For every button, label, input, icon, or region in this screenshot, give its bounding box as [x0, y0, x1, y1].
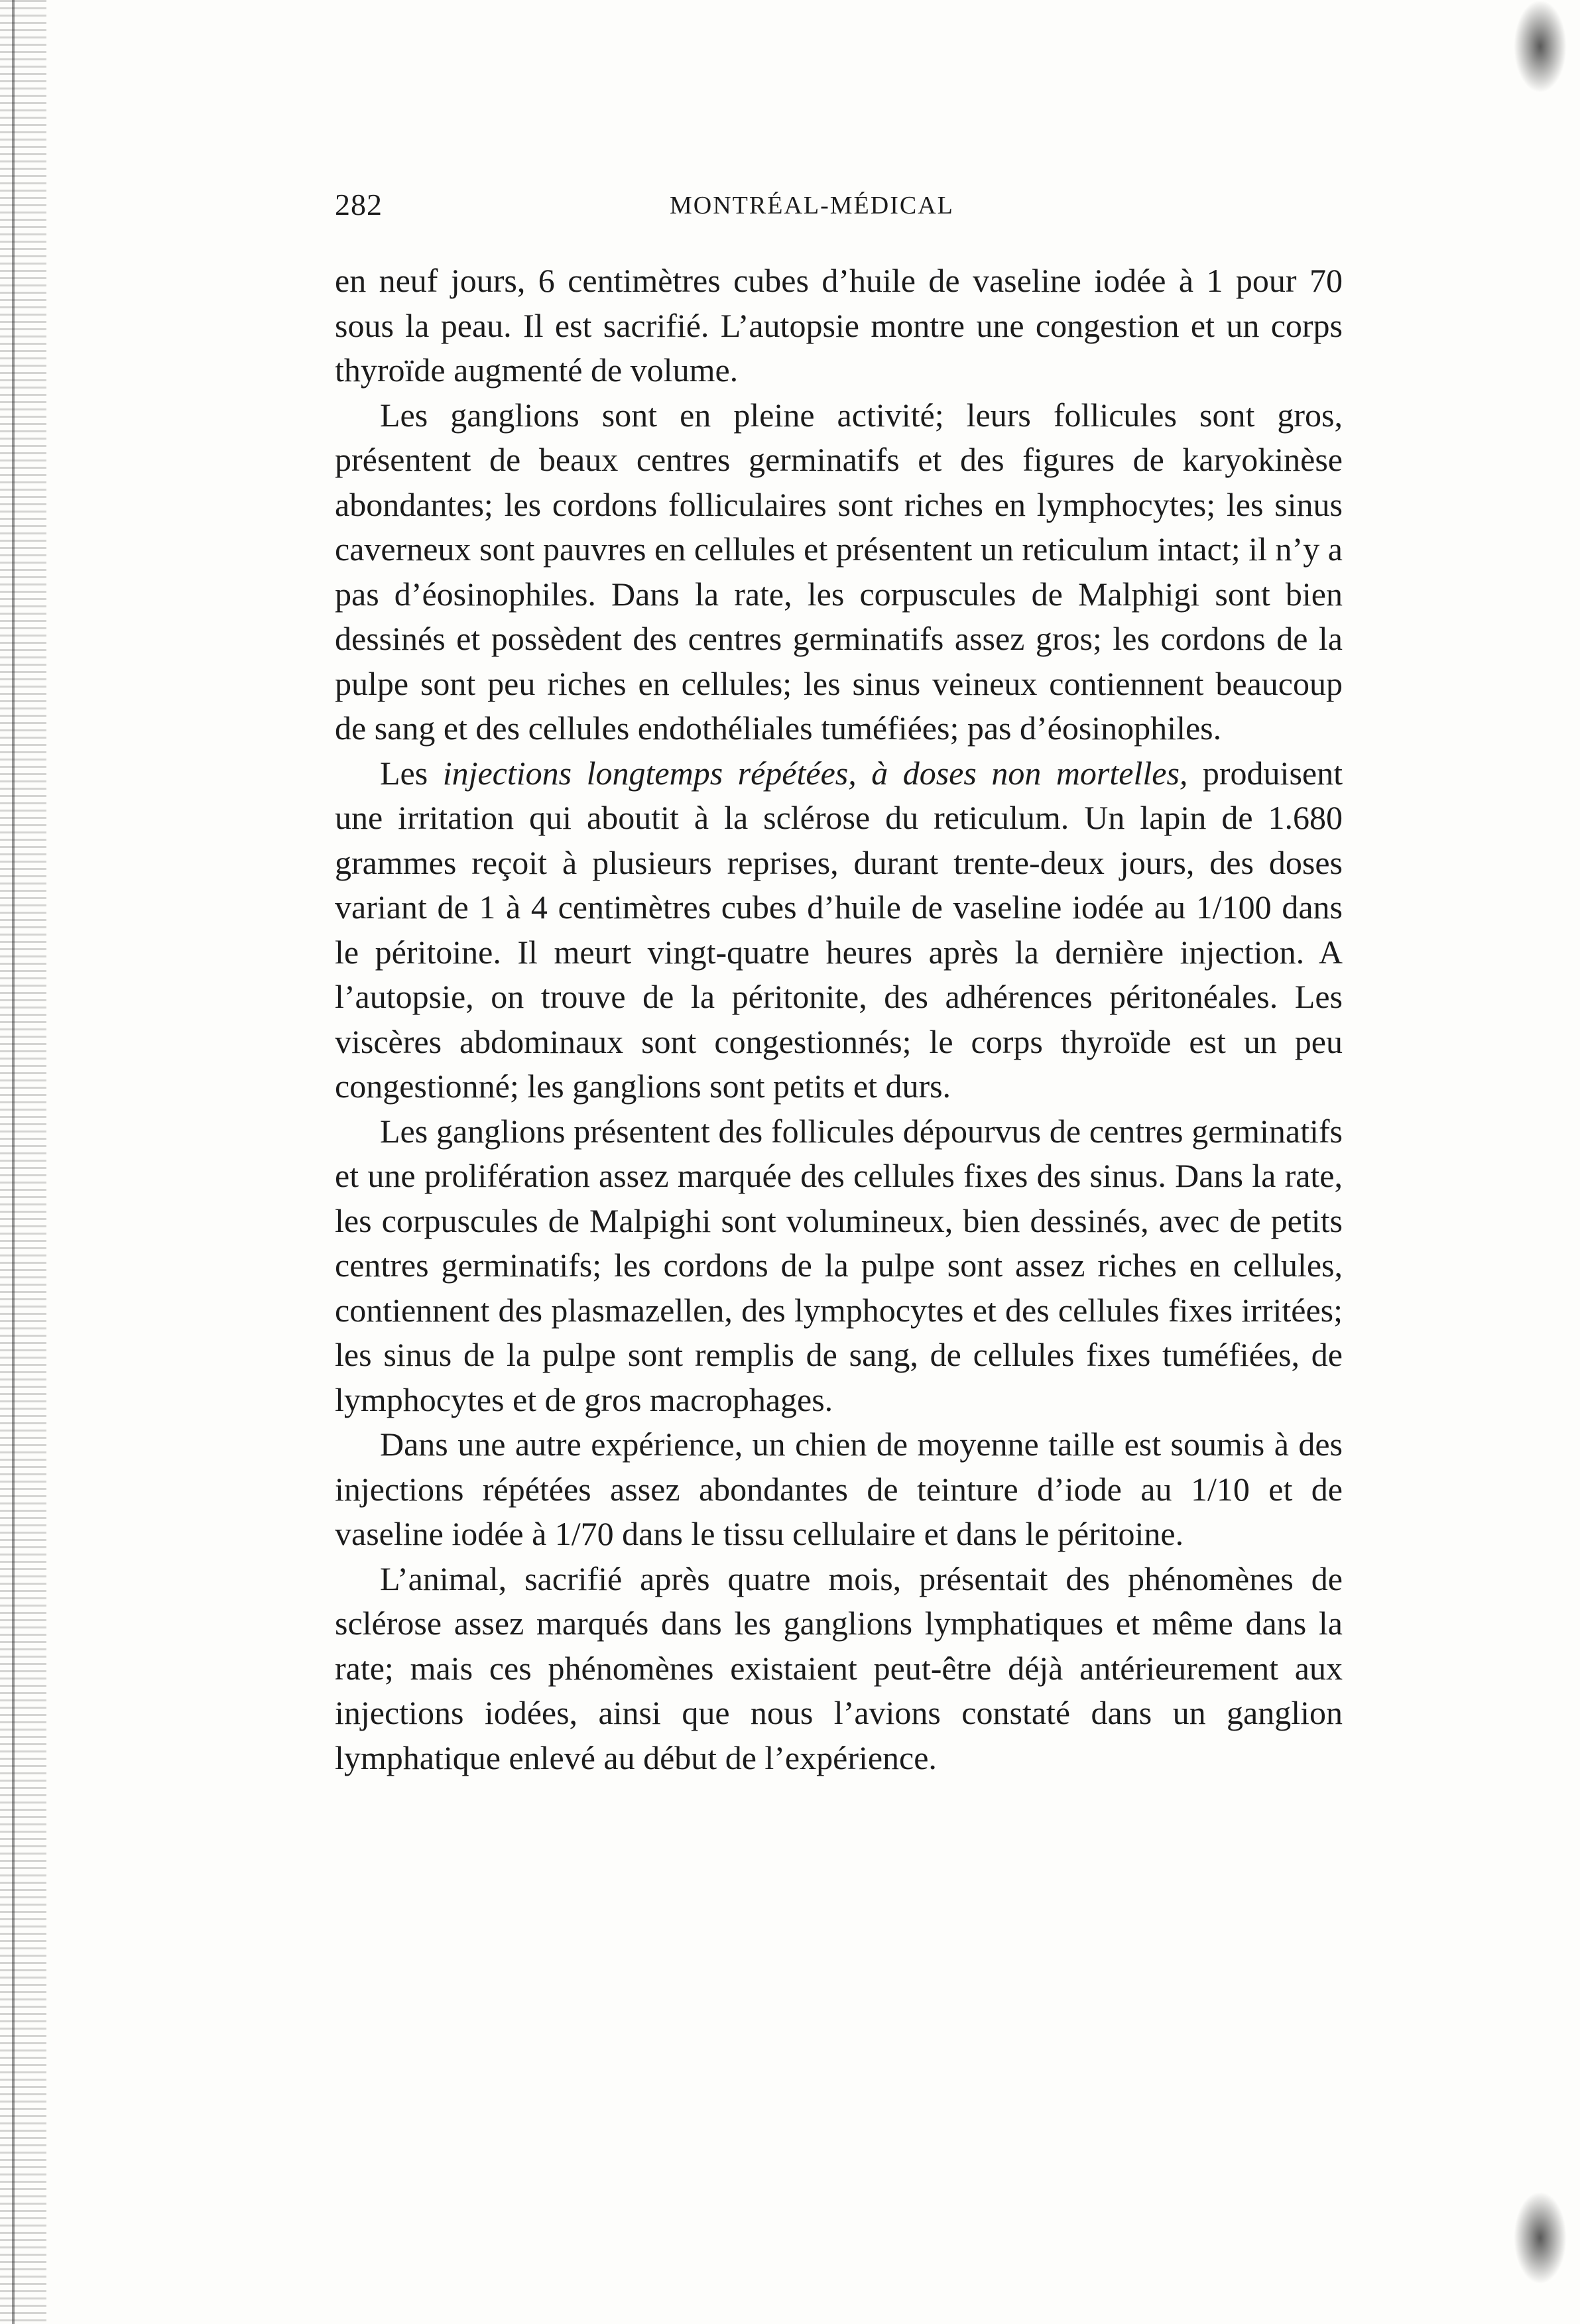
- binding-shadow: [0, 0, 46, 2324]
- page-number: 282: [335, 188, 383, 221]
- paragraph-3-italic: injections longtemps répétées, à doses non mortelles,: [442, 754, 1188, 792]
- body-text: [335, 259, 1343, 1780]
- paragraph-6: L’animal, sacrifié après quatre mois, présentait des phénomènes de sclérose assez marqués dans les ganglions lymphatiques et même dans la rate; mais ces phénomènes existaient peut-être déjà antérieurement aux injections iodées, ainsi que nous l’avions constaté dans un ganglion lymphatique enlevé au début de l’expérience.: [335, 1560, 1343, 1776]
- paragraph-5: Dans une autre expérience, un chien de moyenne taille est soumis à des injections répétées assez abondantes de teinture d’iode au 1/10 et de vaseline iodée à 1/70 dans le tissu cellulaire et dans le péritoine.: [335, 1426, 1343, 1552]
- paragraph-2: Les ganglions sont en pleine activité; leurs follicules sont gros, présentent de beaux centres germinatifs et des figures de karyokinèse abondantes; les cordons folliculaires sont riches en lymphocytes; les sinus caverneux sont pauvres en cellules et présentent un reticulum intact; il n’y a pas d’éosinophiles. Dans la rate, les corpuscules de Malphigi sont bien dessinés et possèdent des centres germinatifs assez gros; les cordons de la pulpe sont peu riches en cellules; les sinus veineux contiennent beaucoup de sang et des cellules endothéliales tuméfiées; pas d’éosinophiles.: [335, 396, 1343, 747]
- paragraph-4: Les ganglions présentent des follicules dépourvus de centres germinatifs et une prolifération assez marquée des cellules fixes des sinus. Dans la rate, les corpuscules de Malpighi sont volumineux, bien dessinés, avec de petits centres germinatifs; les cordons de la pulpe sont assez riches en cellules, contiennent des plasmazellen, des lymphocytes et des cellules fixes irritées; les sinus de la pulpe sont remplis de sang, de cellules fixes tuméfiées, de lymphocytes et de gros macrophages.: [335, 1112, 1343, 1418]
- paragraph-3-lead: Les: [380, 754, 443, 792]
- paragraph-3-rest: produisent une irritation qui aboutit à la sclérose du reticulum. Un lapin de 1.680 grammes reçoit à plusieurs reprises, durant trente-deux jours, des doses variant de 1 à 4 centimètres cubes d’huile de vaseline iodée au 1/100 dans le péritoine. Il meurt vingt-quatre heures après la dernière injection. A l’autopsie, on trouve de la péritonite, des adhérences péritonéales. Les viscères abdominaux sont congestionnés; le corps thyroïde est un peu congestionné; les ganglions sont petits et durs.: [335, 754, 1343, 1105]
- running-head: MONTRÉAL-MÉDICAL: [670, 192, 954, 219]
- paragraph-3: [335, 751, 1343, 1109]
- scan-smudge-top: [1514, 0, 1567, 93]
- scan-smudge-bottom: [1514, 2191, 1567, 2284]
- paragraph-1: en neuf jours, 6 centimètres cubes d’huile de vaseline iodée à 1 pour 70 sous la peau. Il est sacrifié. L’autopsie montre une congestion et un corps thyroïde augmenté de volume.: [335, 262, 1343, 389]
- page-header: [335, 187, 998, 227]
- binding-line: [12, 0, 15, 2324]
